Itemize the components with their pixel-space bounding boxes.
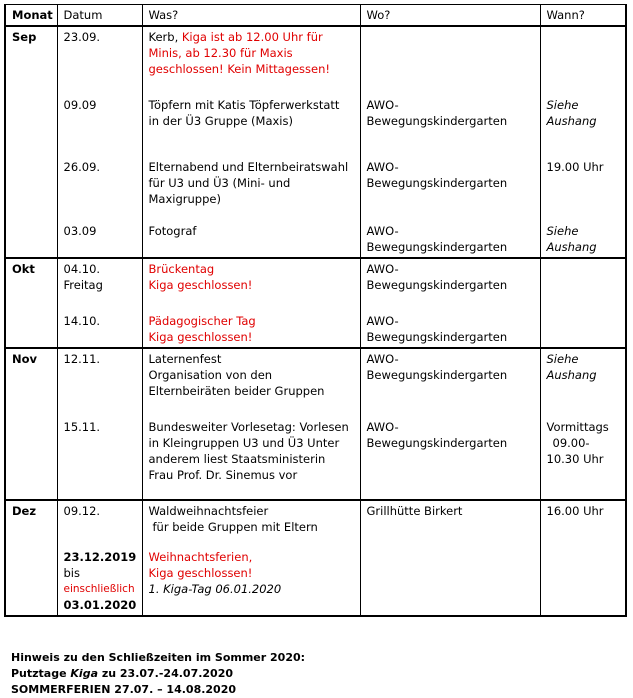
- table-row: [5, 221, 626, 258]
- month-sep: Sep: [5, 26, 57, 258]
- event-date: 09.09: [57, 95, 142, 157]
- event-date: 23.12.2019 bis einschließlich 03.01.2020: [57, 547, 142, 616]
- event-when: Vormittags 09.00- 10.30 Uhr: [540, 417, 626, 500]
- event-what: Kerb, Kiga ist ab 12.00 Uhr für Minis, ab 12.30 für Maxis geschlossen! Kein Mittagessen!: [142, 26, 360, 95]
- table-row: [5, 95, 626, 157]
- event-what: Fotograf: [142, 221, 360, 258]
- table-row: [5, 258, 626, 311]
- event-where: AWO-Bewegungskindergarten: [360, 348, 540, 417]
- event-where: AWO-Bewegungskindergarten: [360, 258, 540, 311]
- event-what: Pädagogischer Tag Kiga geschlossen!: [142, 311, 360, 348]
- table-row: [5, 157, 626, 221]
- month-nov: Nov: [5, 348, 57, 500]
- header-was: Was?: [142, 5, 360, 27]
- table-row: [5, 500, 626, 547]
- table-row: [5, 26, 626, 95]
- header-wo: Wo?: [360, 5, 540, 27]
- month-okt: Okt: [5, 258, 57, 348]
- event-date: 15.11.: [57, 417, 142, 500]
- event-where: AWO-Bewegungskindergarten: [360, 221, 540, 258]
- header-row: [5, 5, 626, 27]
- event-date: 26.09.: [57, 157, 142, 221]
- event-what: Bundesweiter Vorlesetag: Vorlesen in Kleingruppen U3 und Ü3 Unter anderem liest Staatsministerin Frau Prof. Dr. Sinemus vor: [142, 417, 360, 500]
- table-row: [5, 348, 626, 417]
- event-what: Töpfern mit Katis Töpferwerkstatt in der Ü3 Gruppe (Maxis): [142, 95, 360, 157]
- summer-holidays: SOMMERFERIEN 27.07. – 14.08.2020: [11, 683, 237, 696]
- event-when: Siehe Aushang: [540, 95, 626, 157]
- event-where: AWO-Bewegungskindergarten: [360, 311, 540, 348]
- event-date: 12.11.: [57, 348, 142, 417]
- header-monat: Monat: [5, 5, 57, 27]
- event-date: 03.09: [57, 221, 142, 258]
- closure-note-title: Hinweis zu den Schließzeiten im Sommer 2020:: [11, 651, 306, 664]
- event-when: [540, 258, 626, 311]
- closure-note: [11, 650, 305, 698]
- event-what: Elternabend und Elternbeiratswahl für U3 und Ü3 (Mini- und Maxigruppe): [142, 157, 360, 221]
- event-what: Brückentag Kiga geschlossen!: [142, 258, 360, 311]
- event-what: Laternenfest Organisation von den Elternbeiräten beider Gruppen: [142, 348, 360, 417]
- event-date: 23.09.: [57, 26, 142, 95]
- header-wann: Wann?: [540, 5, 626, 27]
- event-what: Weihnachtsferien, Kiga geschlossen! 1. Kiga-Tag 06.01.2020: [142, 547, 360, 616]
- event-when: Siehe Aushang: [540, 221, 626, 258]
- event-date: 14.10.: [57, 311, 142, 348]
- header-datum: Datum: [57, 5, 142, 27]
- event-what: Waldweihnachtsfeier für beide Gruppen mit Eltern: [142, 500, 360, 547]
- table-row: [5, 417, 626, 500]
- cleaning-days: Putztage Kiga zu 23.07.-24.07.2020: [11, 667, 234, 680]
- event-when: Siehe Aushang: [540, 348, 626, 417]
- event-where: Grillhütte Birkert: [360, 500, 540, 547]
- event-where: [360, 547, 540, 616]
- event-where: AWO-Bewegungskindergarten: [360, 157, 540, 221]
- event-when: 16.00 Uhr: [540, 500, 626, 547]
- event-when: [540, 26, 626, 95]
- event-date: 09.12.: [57, 500, 142, 547]
- event-when: [540, 311, 626, 348]
- event-where: AWO-Bewegungskindergarten: [360, 417, 540, 500]
- table-row: [5, 311, 626, 348]
- event-when: [540, 547, 626, 616]
- event-where: AWO-Bewegungskindergarten: [360, 95, 540, 157]
- event-when: 19.00 Uhr: [540, 157, 626, 221]
- event-date: 04.10. Freitag: [57, 258, 142, 311]
- event-where: [360, 26, 540, 95]
- table-row: [5, 547, 626, 616]
- month-dez: Dez: [5, 500, 57, 616]
- schedule-table: [4, 4, 627, 617]
